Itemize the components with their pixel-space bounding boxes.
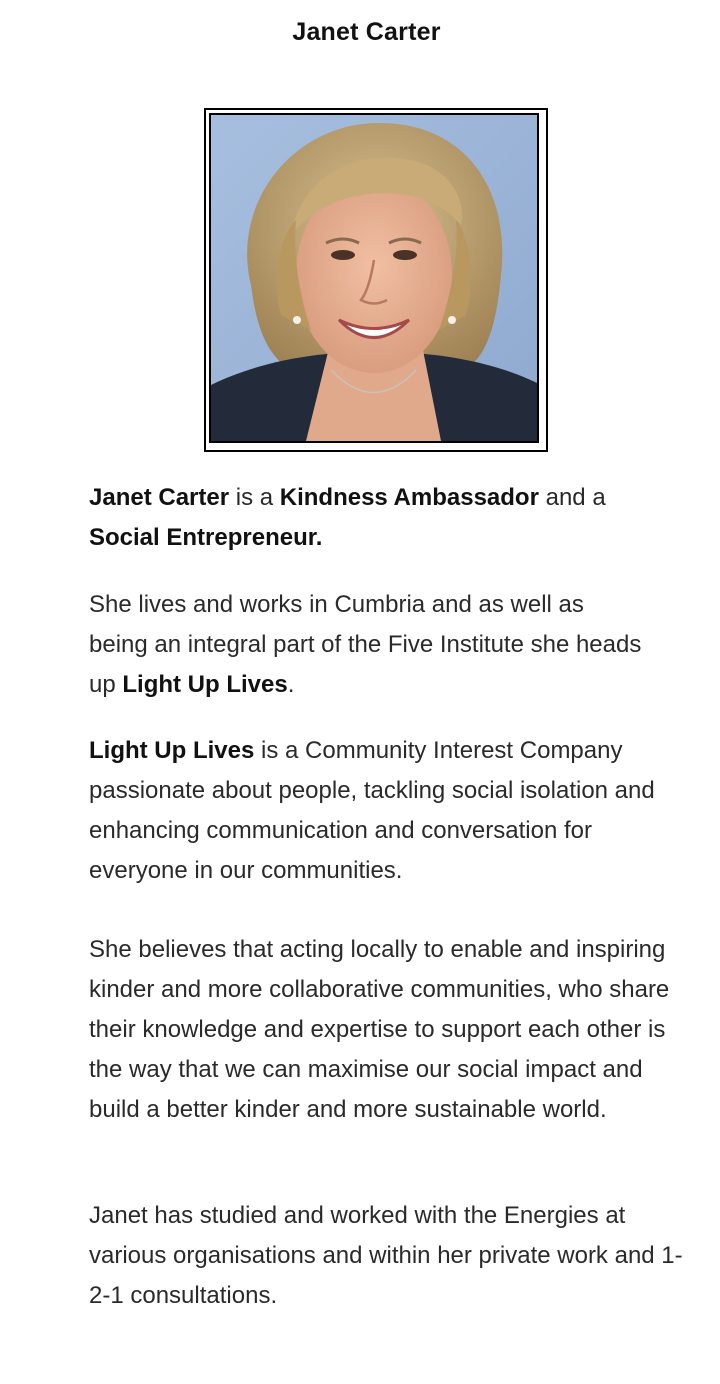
org-description: is a Community Interest Company passionate about people, tackling social isolation and enhancing communication and conversation for everyone in our communities. xyxy=(89,737,655,884)
bio-intro-paragraph xyxy=(89,478,649,558)
bio-experience-paragraph: Janet has studied and worked with the Energies at various organisations and within her private work and 1-2-1 consultations. xyxy=(89,1202,683,1309)
intro-text-1: is a xyxy=(229,484,280,511)
intro-role-ambassador: Kindness Ambassador xyxy=(279,484,539,511)
profile-photo-frame xyxy=(204,108,548,452)
org-name-lead: Light Up Lives xyxy=(89,737,255,764)
org-name-inline: Light Up Lives xyxy=(122,671,288,698)
bio-org-paragraph xyxy=(89,731,669,891)
intro-name: Janet Carter xyxy=(89,484,230,511)
location-text: She lives and works in Cumbria and as well as being an integral part of the Five Institute she heads up xyxy=(89,591,642,698)
profile-photo xyxy=(209,113,539,443)
intro-text-2: and a xyxy=(538,484,606,511)
intro-role-entrepreneur: Social Entrepreneur. xyxy=(89,524,323,551)
bio-location-paragraph xyxy=(89,585,649,705)
bio-beliefs-paragraph: She believes that acting locally to enable and inspiring kinder and more collaborative communities, who share their knowledge and expertise to support each other is the way that we can maximise our social impact and build a better kinder and more sustainable world. xyxy=(89,936,670,1123)
location-end: . xyxy=(287,671,295,698)
portrait-illustration xyxy=(211,115,537,441)
profile-name-heading: Janet Carter xyxy=(292,18,441,46)
